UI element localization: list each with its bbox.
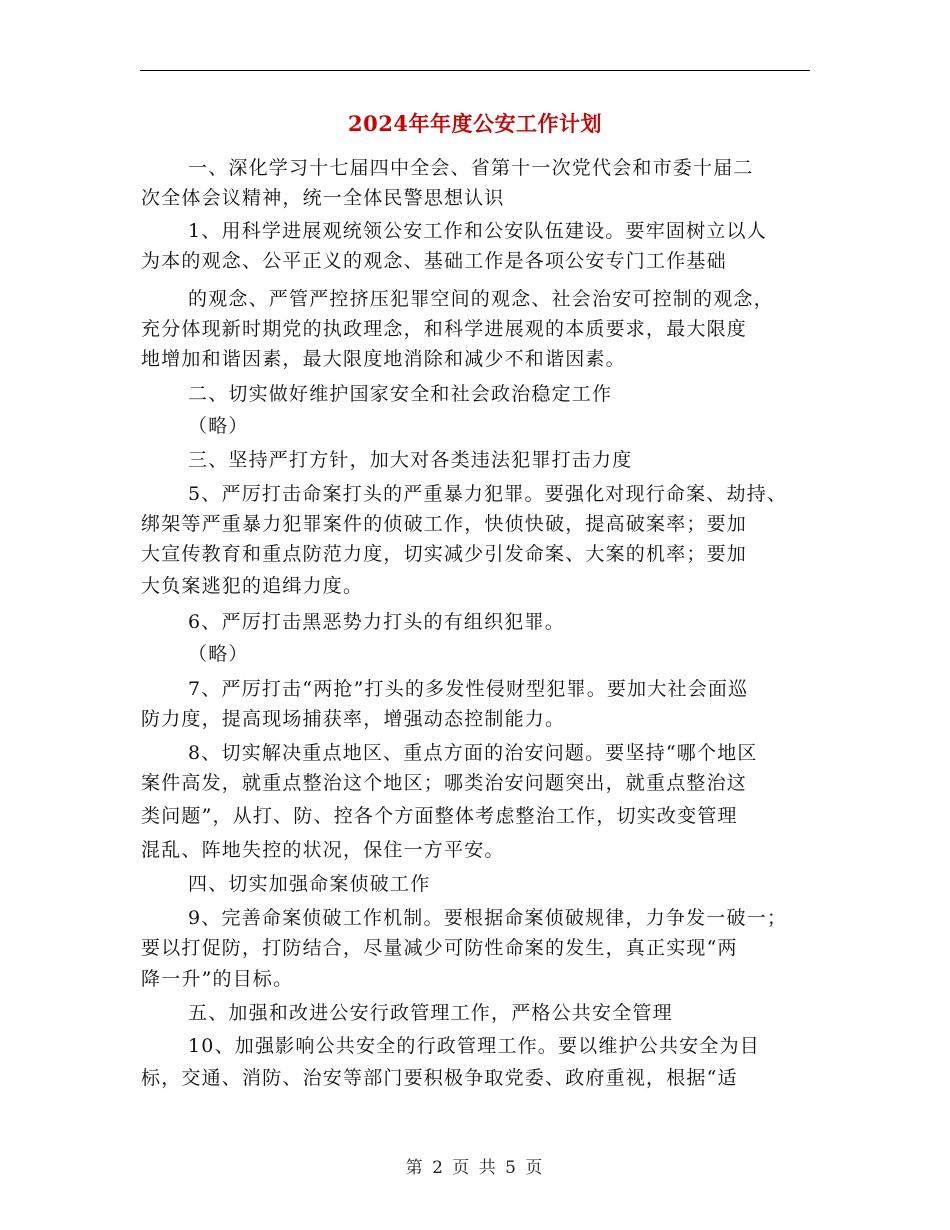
- text-line: 案件高发，就重点整治这个地区；哪类治安问题突出，就重点整治这: [141, 772, 748, 794]
- text-line: 9、完善命案侦破工作机制。要根据命案侦破规律，力争发一破一；: [188, 907, 788, 929]
- text-line: 一、深化学习十七届四中全会、省第十一次党代会和市委十届二: [188, 157, 754, 179]
- text-line: 的观念、严管严控挤压犯罪空间的观念、社会治安可控制的观念，: [188, 288, 774, 310]
- text-line: 5、严厉打击命案打头的严重暴力犯罪。要强化对现行命案、劫持、: [188, 483, 788, 505]
- text-line: 次全体会议精神，统一全体民警思想认识: [141, 187, 505, 209]
- text-line: 三、坚持严打方针，加大对各类违法犯罪打击力度: [188, 449, 633, 471]
- text-line: 绑架等严重暴力犯罪案件的侦破工作，快侦快破，提高破案率；要加: [141, 513, 748, 535]
- text-line: 防力度，提高现场捕获率，增强动态控制能力。: [141, 708, 566, 730]
- text-line: 为本的观念、公平正义的观念、基础工作是各项公安专门工作基础: [141, 250, 727, 272]
- text-line: 类问题”，从打、防、控各个方面整体考虑整治工作，切实改变管理: [141, 805, 738, 827]
- text-line: 标，交通、消防、治安等部门要积极争取党委、政府重视，根据“适: [141, 1067, 738, 1089]
- text-line: 混乱、阵地失控的状况，保住一方平安。: [141, 839, 505, 861]
- text-line: 10、加强影响公共安全的行政管理工作。要以维护公共安全为目: [188, 1035, 760, 1057]
- text-line: 8、切实解决重点地区、重点方面的治安问题。要坚持“哪个地区: [188, 742, 758, 764]
- text-line: 地增加和谐因素，最大限度地消除和减少不和谐因素。: [141, 348, 626, 370]
- text-line: 五、加强和改进公安行政管理工作，严格公共安全管理: [188, 1002, 673, 1024]
- text-line: 二、切实做好维护国家安全和社会政治稳定工作: [188, 383, 613, 405]
- text-line: （略）: [188, 415, 249, 437]
- text-line: 降一升”的目标。: [141, 968, 294, 990]
- text-line: 四、切实加强命案侦破工作: [188, 873, 431, 895]
- text-line: 6、严厉打击黑恶势力打头的有组织犯罪。: [188, 611, 565, 633]
- page-number-footer: 第 2 页 共 5 页: [405, 1158, 545, 1178]
- text-line: 充分体现新时期党的执政理念，和科学进展观的本质要求，最大限度: [141, 318, 748, 340]
- header-rule: [140, 70, 810, 71]
- text-line: 1、用科学进展观统领公安工作和公安队伍建设。要牢固树立以人: [188, 220, 767, 242]
- text-line: 大宣传教育和重点防范力度，切实减少引发命案、大案的机率；要加: [141, 543, 748, 565]
- text-line: 7、严厉打击“两抢”打头的多发性侵财型犯罪。要加大社会面巡: [188, 678, 749, 700]
- document-title: 2024年年度公安工作计划: [348, 111, 602, 136]
- text-line: 大负案逃犯的追缉力度。: [141, 575, 364, 597]
- text-line: （略）: [188, 643, 249, 665]
- text-line: 要以打促防，打防结合，尽量减少可防性命案的发生，真正实现“两: [141, 937, 738, 959]
